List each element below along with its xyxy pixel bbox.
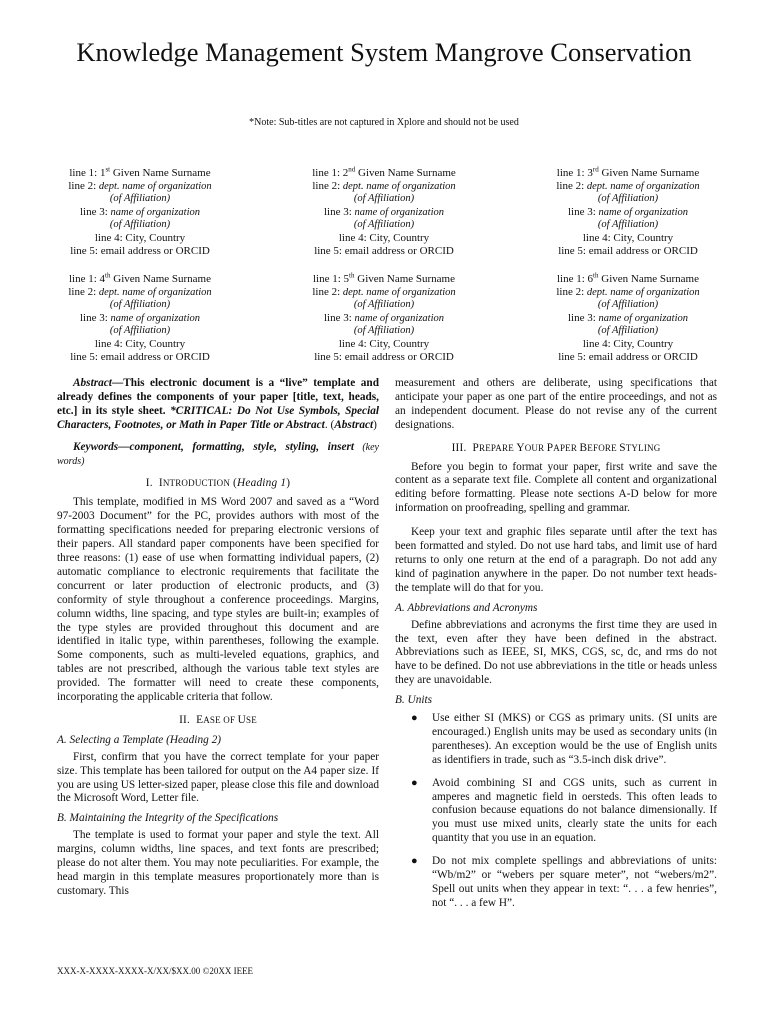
section-heading-introduction: I. INTRODUCTION (Heading 1) (145, 477, 291, 490)
left-column (57, 377, 379, 899)
body-paragraph: First, confirm that you have the correct template for your paper size. This template has been tailored for output on the A4 paper size. If you are using US letter-sized paper, please close this file and download the Microsoft Word, Letter file. (57, 750, 379, 805)
list-item: ● Do not mix complete spellings and abbreviations of units: “Wb/m2” or “webers per square meter”, not “webers/m2”. Spell out units when they appear in text: “. . . a few henries”, not “. . . a few H”. (411, 855, 717, 909)
author-row (40, 167, 728, 273)
copyright-footer: XXX-X-XXXX-XXXX-X/XX/$XX.00 ©20XX IEEE (57, 966, 254, 976)
body-paragraph: Before you begin to format your paper, first write and save the content as a separate text file. Complete all content and organizational editing before formatting. Please note sections A-D below for more information on proofreading, spelling and grammar. (395, 460, 717, 515)
abstract-paragraph: Abstract—This electronic document is a “live” template and already defines the components of your paper [title, text, heads, etc.] in its style sheet. *CRITICAL: Do Not Use Symbols, Special Characters, Footnotes, or Math in Paper Title or Abstract. (Abstract) (57, 377, 379, 431)
subsection-heading: A. Selecting a Template (Heading 2) (57, 733, 221, 746)
author-card: line 1: 2nd Given Name Surname line 2: dept. name of organization (of Affiliation) line 3: name of organization (of Affiliation) line 4: City, Country line 5: email address or ORCID (312, 165, 456, 257)
section-heading-ease-of-use: II. EASE OF USE (179, 713, 257, 726)
body-paragraph: The template is used to format your paper and style the text. All margins, column widths, line spaces, and text fonts are prescribed; please do not alter them. You may note peculiarities. For example, the head margin in this template measures proportionately more than is customary. This (57, 829, 379, 897)
keywords-paragraph: Keywords—component, formatting, style, styling, insert (key words) (57, 440, 379, 467)
body-paragraph: Keep your text and graphic files separate until after the text has been formatted and styled. Do not use hard tabs, and limit use of hard returns to only one return at the end of a paragraph. Do not add any kind of pagination anywhere in the paper. Do not number text heads-the template will do that for you. (395, 526, 717, 594)
author-card: line 1: 1st Given Name Surname line 2: dept. name of organization (of Affiliation) line 3: name of organization (of Affiliation) line 4: City, Country line 5: email address or ORCID (68, 165, 212, 257)
author-card: line 1: 4th Given Name Surname line 2: dept. name of organization (of Affiliation) line 3: name of organization (of Affiliation) line 4: City, Country line 5: email address or ORCID (68, 271, 212, 363)
body-paragraph: This template, modified in MS Word 2007 and saved as a “Word 97-2003 Document” for the PC, provides authors with most of the formatting specifications needed for preparing electronic versions of their papers. All standard paper components have been specified for three reasons: (1) ease of use when formatting individual papers, (2) automatic compliance to electronic requirements that facilitate the concurrent or later production of electronic products, and (3) conformity of style throughout a conference proceedings. Margins, column widths, line spacing, and type styles are built-in; examples of the type styles are provided throughout this document and are identified in italic type, within parentheses, following the example. Some components, such as multi-leveled equations, graphics, and tables are not prescribed, although the various table text styles are provided. The formatter will need to create these components, incorporating the applicable criteria that follow. (57, 496, 379, 704)
bullet-icon: ● (411, 712, 418, 725)
list-item: ● Avoid combining SI and CGS units, such as current in amperes and magnetic field in oersteds. This often leads to confusion because equations do not balance dimensionally. If you must use mixed units, clearly state the units for each quantity that you use in an equation. (411, 776, 717, 845)
section-heading-prepare: III. PREPARE YOUR PAPER BEFORE STYLING (451, 441, 661, 454)
author-row (40, 273, 728, 379)
author-card: line 1: 5th Given Name Surname line 2: dept. name of organization (of Affiliation) line 3: name of organization (of Affiliation) line 4: City, Country line 5: email address or ORCID (312, 271, 456, 363)
bullet-icon: ● (411, 855, 418, 868)
paper-title: Knowledge Management System Mangrove Conservation (76, 37, 692, 67)
subsection-heading: B. Maintaining the Integrity of the Specifications (57, 812, 279, 825)
author-block (40, 167, 728, 379)
author-card: line 1: 6th Given Name Surname line 2: dept. name of organization (of Affiliation) line 3: name of organization (of Affiliation) line 4: City, Country line 5: email address or ORCID (556, 271, 700, 363)
list-item: ● Use either SI (MKS) or CGS as primary units. (SI units are encouraged.) English units may be used as secondary units (in parentheses). An exception would be the use of English units as identifiers in trade, such as “3.5-inch disk drive”. (411, 712, 717, 766)
author-card: line 1: 3rd Given Name Surname line 2: dept. name of organization (of Affiliation) line 3: name of organization (of Affiliation) line 4: City, Country line 5: email address or ORCID (556, 165, 700, 257)
subsection-heading: B. Units (395, 694, 433, 707)
subtitle-note: *Note: Sub-titles are not captured in Xplore and should not be used (249, 117, 519, 128)
bullet-icon: ● (411, 776, 418, 789)
units-bullet-list (395, 712, 717, 911)
subsection-heading: A. Abbreviations and Acronyms (395, 601, 538, 614)
right-column (395, 377, 717, 920)
body-paragraph: Define abbreviations and acronyms the first time they are used in the text, even after they have been defined in the abstract. Abbreviations such as IEEE, SI, MKS, CGS, sc, dc, and rms do not have to be defined. Do not use abbreviations in the title or heads unless they are unavoidable. (395, 618, 717, 687)
body-paragraph: measurement and others are deliberate, using specifications that anticipate your paper as one part of the entire proceedings, and not as an independent document. Please do not revise any of the current designations. (395, 377, 717, 431)
